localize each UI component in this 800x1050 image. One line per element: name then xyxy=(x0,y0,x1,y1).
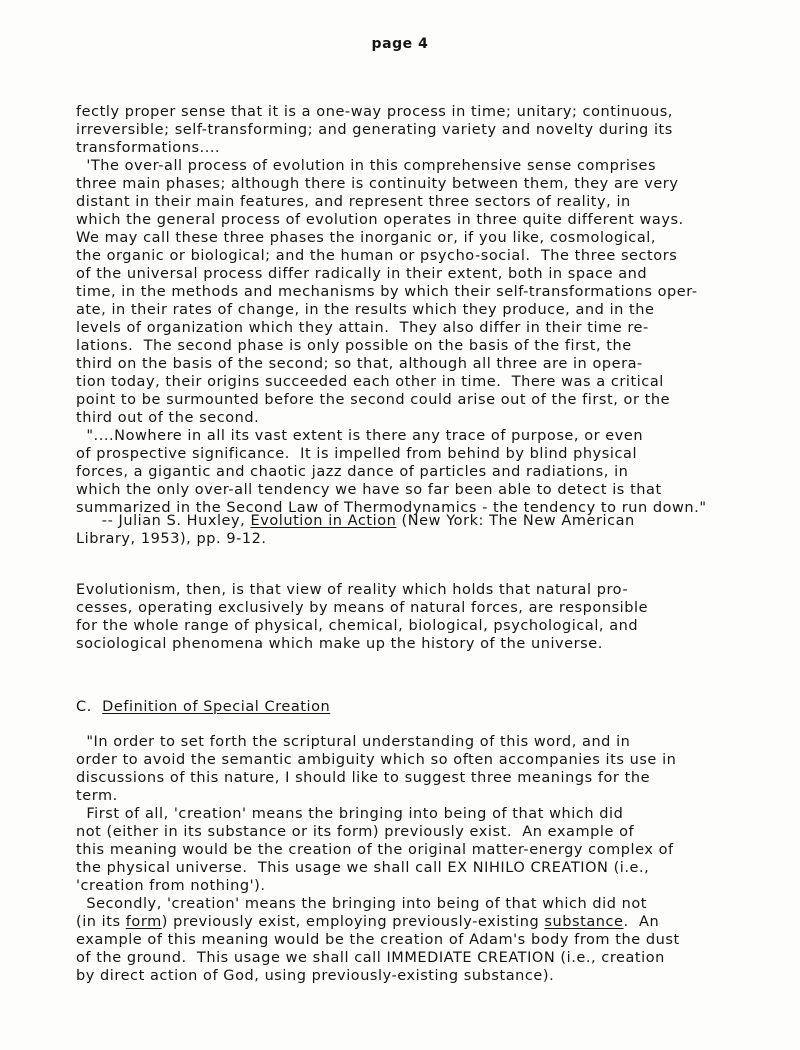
text-segment: (in its xyxy=(76,914,126,930)
text-segment: . An xyxy=(623,914,660,930)
text-line: term. xyxy=(76,788,118,804)
section-title: Definition of Special Creation xyxy=(102,699,331,715)
text-line: levels of organization which they attain. They also differ in their time re- xyxy=(76,320,649,336)
section-heading xyxy=(76,698,766,716)
text-line: point to be surmounted before the second could arise out of the first, or the xyxy=(76,392,671,408)
text-line: 'The over-all process of evolution in this comprehensive sense comprises xyxy=(76,158,657,174)
citation-prefix: -- Julian S. Huxley, xyxy=(76,513,251,529)
text-line xyxy=(76,913,766,931)
text-line: "In order to set forth the scriptural understanding of this word, and in xyxy=(76,734,631,750)
text-line: tion today, their origins succeeded each other in time. There was a critical xyxy=(76,374,664,390)
text-line: example of this meaning would be the creation of Adam's body from the dust xyxy=(76,932,680,948)
text-line: lations. The second phase is only possible on the basis of the first, the xyxy=(76,338,632,354)
text-line: sociological phenomena which make up the history of the universe. xyxy=(76,636,603,652)
text-line: third on the basis of the second; so that, although all three are in opera- xyxy=(76,356,643,372)
evolutionism-definition xyxy=(76,581,766,653)
text-line: of prospective significance. It is impelled from behind by blind physical xyxy=(76,446,638,462)
text-line: 'creation from nothing'). xyxy=(76,878,266,894)
underlined-form: form xyxy=(125,914,162,930)
text-line: ate, in their rates of change, in the results which they produce, and in the xyxy=(76,302,655,318)
text-line: First of all, 'creation' means the bringing into being of that which did xyxy=(76,806,624,822)
text-line: cesses, operating exclusively by means of natural forces, are responsible xyxy=(76,600,649,616)
text-line: order to avoid the semantic ambiguity which so often accompanies its use in xyxy=(76,752,677,768)
text-line: by direct action of God, using previously-existing substance). xyxy=(76,968,555,984)
text-line: the organic or biological; and the human or psycho-social. The three sectors xyxy=(76,248,678,264)
creation-quote xyxy=(76,733,766,985)
text-line: summarized in the Second Law of Thermodynamics - the tendency to run down." xyxy=(76,500,707,516)
text-line: transformations.... xyxy=(76,140,221,156)
citation xyxy=(76,512,766,548)
page-number: page 4 xyxy=(371,36,429,52)
text-line: of the universal process differ radically in their extent, both in space and xyxy=(76,266,648,282)
book-title: Evolution in Action xyxy=(250,513,397,529)
text-line: this meaning would be the creation of the original matter-energy complex of xyxy=(76,842,674,858)
text-line: of the ground. This usage we shall call IMMEDIATE CREATION (i.e., creation xyxy=(76,950,665,966)
text-line: Evolutionism, then, is that view of reality which holds that natural pro- xyxy=(76,582,629,598)
citation-suffix: (New York: The New American xyxy=(396,513,635,529)
citation-line: Library, 1953), pp. 9-12. xyxy=(76,531,267,547)
section-letter: C. xyxy=(76,699,103,715)
text-line: the physical universe. This usage we shall call EX NIHILO CREATION (i.e., xyxy=(76,860,650,876)
text-line: irreversible; self-transforming; and generating variety and novelty during its xyxy=(76,122,673,138)
text-line: fectly proper sense that it is a one-way process in time; unitary; continuous, xyxy=(76,104,673,120)
text-line: which the only over-all tendency we have so far been able to detect is that xyxy=(76,482,662,498)
text-line: forces, a gigantic and chaotic jazz dance of particles and radiations, in xyxy=(76,464,629,480)
text-line: which the general process of evolution operates in three quite different ways. xyxy=(76,212,684,228)
text-line: for the whole range of physical, chemical, biological, psychological, and xyxy=(76,618,639,634)
huxley-quote xyxy=(76,103,766,517)
text-line: We may call these three phases the inorganic or, if you like, cosmological, xyxy=(76,230,656,246)
text-line: Secondly, 'creation' means the bringing into being of that which did not xyxy=(76,896,648,912)
text-line: "....Nowhere in all its vast extent is there any trace of purpose, or even xyxy=(76,428,644,444)
text-segment: ) previously exist, employing previously-existing xyxy=(161,914,545,930)
text-line: discussions of this nature, I should like to suggest three meanings for the xyxy=(76,770,651,786)
text-line: third out of the second. xyxy=(76,410,260,426)
text-line: three main phases; although there is continuity between them, they are very xyxy=(76,176,679,192)
text-line: time, in the methods and mechanisms by which their self-transformations oper- xyxy=(76,284,698,300)
citation-line xyxy=(76,512,766,530)
text-line: distant in their main features, and represent three sectors of reality, in xyxy=(76,194,631,210)
text-line: not (either in its substance or its form) previously exist. An example of xyxy=(76,824,635,840)
underlined-substance: substance xyxy=(544,914,624,930)
